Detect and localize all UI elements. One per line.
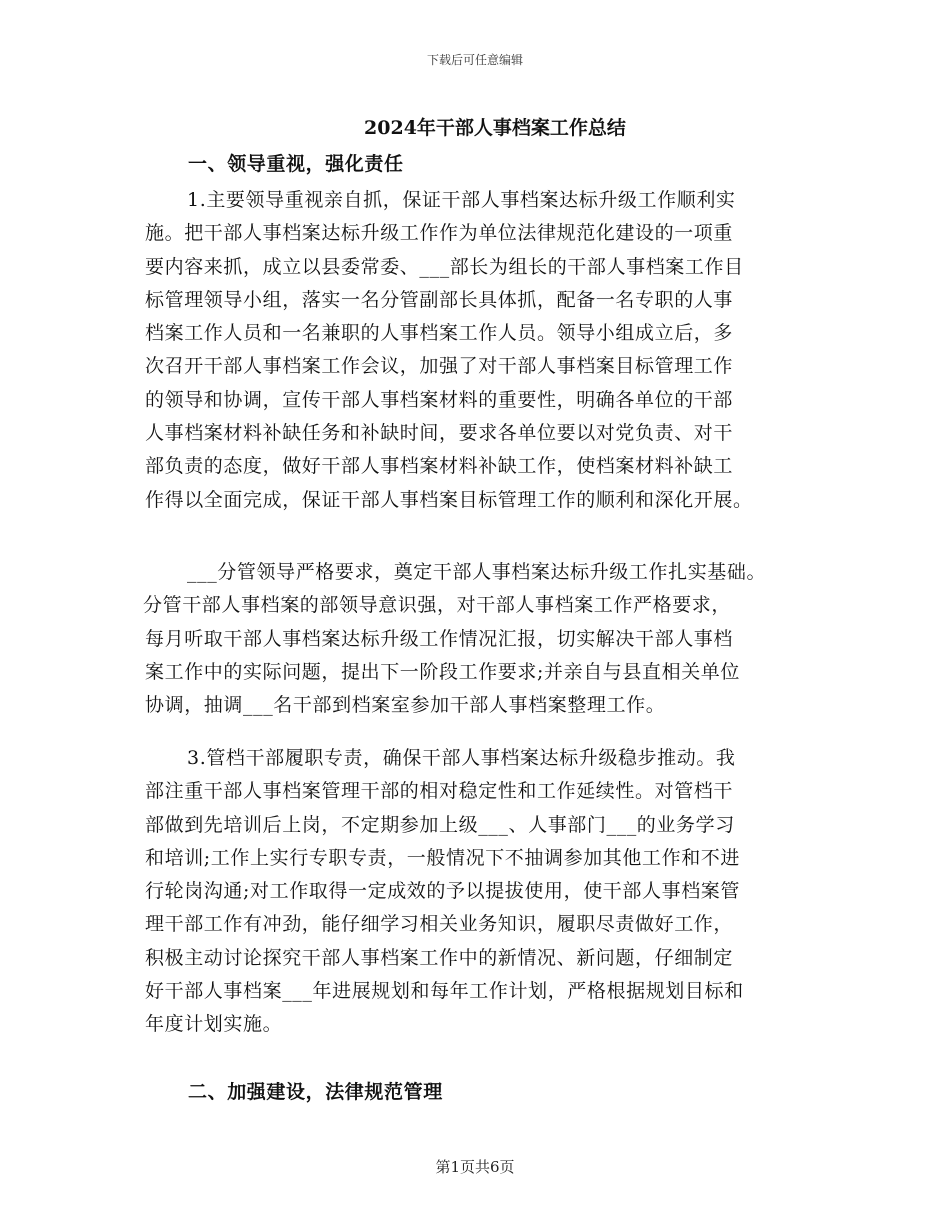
text-line: 部注重干部人事档案管理干部的相对稳定性和工作延续性。对管档干: [145, 780, 734, 803]
text-line: 行轮岗沟通;对工作取得一定成效的予以提拔使用，使干部人事档案管: [145, 880, 741, 903]
text-line: 每月听取干部人事档案达标升级工作情况汇报，切实解决干部人事档: [145, 627, 734, 650]
text-line: 人事档案材料补缺任务和补缺时间，要求各单位要以对党负责、对干: [145, 422, 734, 445]
text-line: 施。把干部人事档案达标升级工作作为单位法律规范化建设的一项重: [145, 222, 734, 245]
text-line: 好干部人事档案___年进展规划和每年工作计划，严格根据规划目标和: [145, 980, 744, 1003]
text-line: ___分管领导严格要求，奠定干部人事档案达标升级工作扎实基础。: [187, 561, 767, 583]
text-line: 分管干部人事档案的部领导意识强，对干部人事档案工作严格要求，: [143, 594, 732, 617]
text-line: 3.管档干部履职专责，确保干部人事档案达标升级稳步推动。我: [187, 747, 736, 769]
text-line: 理干部工作有冲劲，能仔细学习相关业务知识，履职尽责做好工作，: [145, 913, 734, 936]
section-1-heading: 一、领导重视，强化责任: [188, 153, 404, 175]
text-line: 作得以全面完成，保证干部人事档案目标管理工作的顺利和深化开展。: [145, 488, 753, 511]
text-line: 要内容来抓，成立以县委常委、___部长为组长的干部人事档案工作目: [145, 255, 744, 278]
text-line: 的领导和协调，宣传干部人事档案材料的重要性，明确各单位的干部: [145, 388, 734, 411]
text-line: 协调，抽调___名干部到档案室参加干部人事档案整理工作。: [145, 694, 666, 717]
section-1-paragraph-1: [145, 184, 820, 517]
text-line: 积极主动讨论探究干部人事档案工作中的新情况、新问题，仔细制定: [145, 946, 734, 969]
text-line: 1.主要领导重视亲自抓，保证干部人事档案达标升级工作顺利实: [187, 189, 736, 211]
text-line: 档案工作人员和一名兼职的人事档案工作人员。领导小组成立后，多: [145, 322, 734, 345]
page-header: 下载后可任意编辑: [426, 53, 523, 67]
text-line: 标管理领导小组，落实一名分管副部长具体抓，配备一名专职的人事: [145, 288, 734, 311]
text-line: 案工作中的实际问题，提出下一阶段工作要求;并亲自与县直相关单位: [145, 660, 741, 683]
section-1-paragraph-3: [145, 742, 820, 1042]
text-line: 年度计划实施。: [145, 1013, 283, 1036]
text-line: 次召开干部人事档案工作会议，加强了对干部人事档案目标管理工作: [145, 355, 734, 378]
section-2-heading: 二、加强建设，法律规范管理: [188, 1081, 443, 1103]
text-line: 部负责的态度，做好干部人事档案材料补缺工作，使档案材料补缺工: [145, 455, 734, 478]
section-1-paragraph-2: [145, 556, 820, 722]
text-line: 和培训;工作上实行专职专责，一般情况下不抽调参加其他工作和不进: [145, 846, 741, 869]
document-title: 2024年干部人事档案工作总结: [364, 117, 626, 139]
page-footer: 第1页共6页: [435, 1158, 515, 1176]
text-line: 部做到先培训后上岗，不定期参加上级___、人事部门___的业务学习: [145, 813, 735, 836]
